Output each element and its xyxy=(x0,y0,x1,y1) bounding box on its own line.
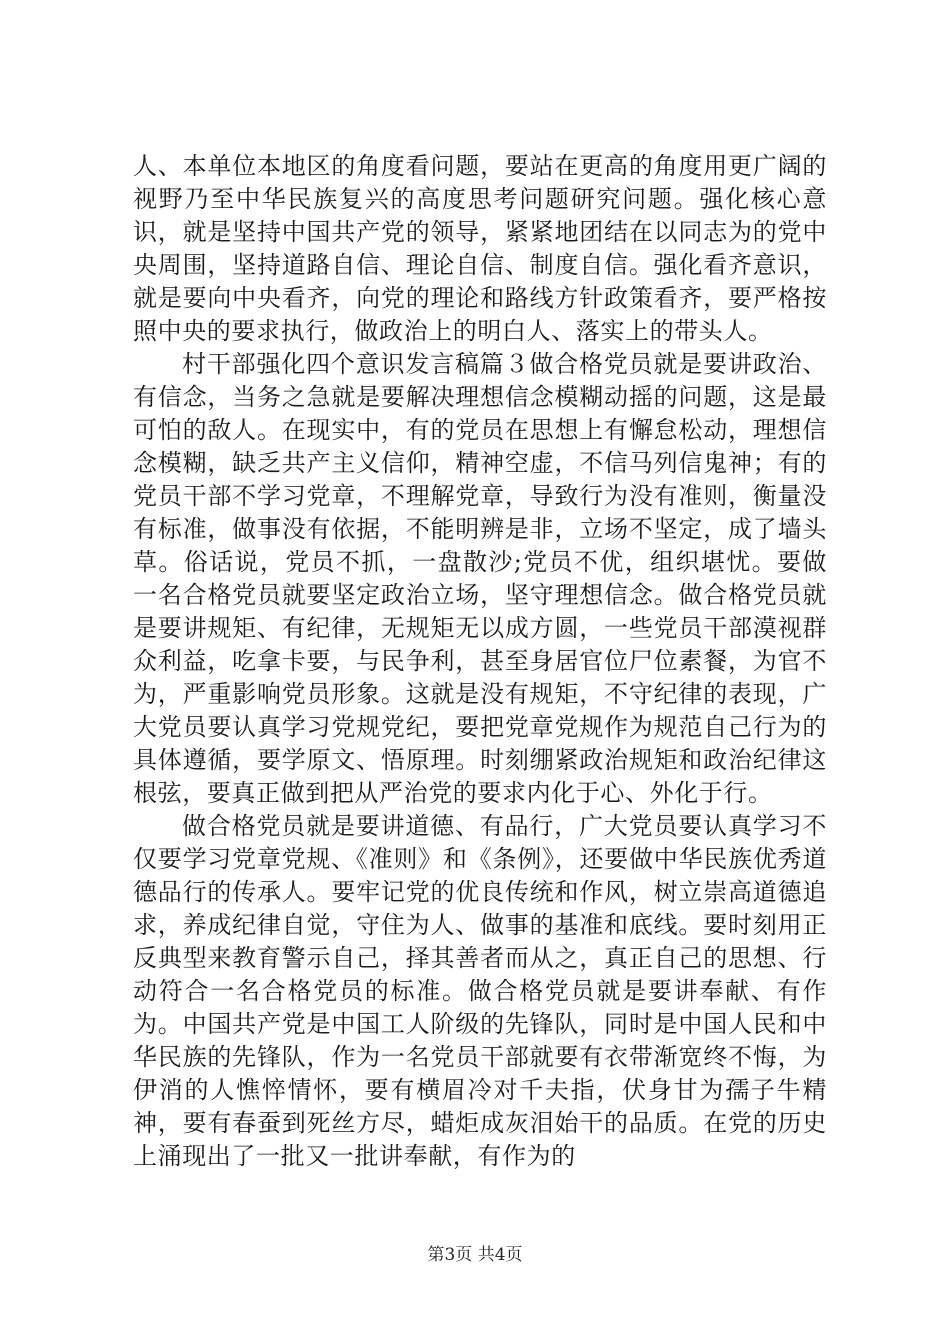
paragraph-3: 做合格党员就是要讲道德、有品行，广大党员要认真学习不仅要学习党章党规、《准则》和《条例》，还要做中华民族优秀道德品行的传承人。要牢记党的优良传统和作风，树立崇高道德追求，养成纪律自觉，守住为人、做事的基准和底线。要时刻用正反典型来教育警示自己，择其善者而从之，真正自己的思想、行动符合一名合格党员的标准。做合格党员就是要讲奉献、有作为。中国共产党是中国工人阶级的先锋队，同时是中国人民和中华民族的先锋队，作为一名党员干部就要有衣带渐宽终不悔，为伊消的人憔悴情怀，要有横眉冷对千夫指，伏身甘为孺子牛精神，要有春蚕到死丝方尽，蜡炬成灰泪始干的品质。在党的历史上涌现出了一批又一批讲奉献，有作为的 xyxy=(133,812,827,1170)
paragraph-1: 人、本单位本地区的角度看问题，要站在更高的角度用更广阔的视野乃至中华民族复兴的高度思考问题研究问题。强化核心意识，就是坚持中国共产党的领导，紧紧地团结在以同志为的党中央周围，坚持道路自信、理论自信、制度自信。强化看齐意识，就是要向中央看齐，向党的理论和路线方针政策看齐，要严格按照中央的要求执行，做政治上的明白人、落实上的带头人。 xyxy=(133,152,827,345)
document-body xyxy=(133,150,827,1173)
paragraph-2: 村干部强化四个意识发言稿篇３做合格党员就是要讲政治、有信念，当务之急就是要解决理想信念模糊动摇的问题，这是最可怕的敌人。在现实中，有的党员在思想上有懈怠松动，理想信念模糊，缺乏共产主义信仰，精神空虚，不信马列信鬼神；有的党员干部不学习党章，不理解党章，导致行为没有准则，衡量没有标准，做事没有依据，不能明辨是非，立场不坚定，成了墙头草。俗话说，党员不抓，一盘散沙;党员不优，组织堪忧。要做一名合格党员就要坚定政治立场，坚守理想信念。做合格党员就是要讲规矩、有纪律，无规矩无以成方圆，一些党员干部漠视群众利益，吃拿卡要，与民争利，甚至身居官位尸位素餐，为官不为，严重影响党员形象。这就是没有规矩，不守纪律的表现，广大党员要认真学习党规党纪，要把党章党规作为规范自己行为的具体遵循，要学原文、悟原理。时刻绷紧政治规矩和政治纪律这根弦，要真正做到把从严治党的要求内化于心、外化于行。 xyxy=(133,350,827,807)
page-footer: 第3页 共4页 xyxy=(427,1245,523,1265)
